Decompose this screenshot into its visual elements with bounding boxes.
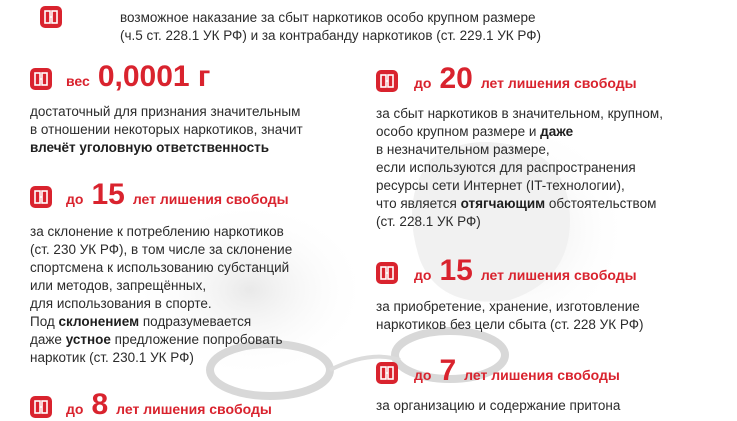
left-block2-line-1: за склонение к потреблению наркотиков (30, 224, 284, 239)
law-emblem-icon (376, 70, 398, 92)
right-block3-suffix: лет лишения свободы (464, 367, 620, 383)
left-block2-heading (66, 180, 289, 210)
left-block2-prefix: до (66, 191, 84, 207)
right-block1-line-1: за сбыт наркотиков в значительном, крупном, (376, 106, 663, 121)
right-block1-suffix: лет лишения свободы (480, 75, 637, 91)
left-block2-line-2: (ст. 230 УК РФ), в том числе за склонение (30, 242, 293, 257)
left-block2-line-3: спортсмена к использованию субстанций (30, 260, 290, 275)
right-block2-value: 15 (439, 254, 473, 287)
law-emblem-icon (30, 186, 52, 208)
right-block1-prefix: до (414, 75, 432, 91)
right-block2-prefix: до (414, 267, 432, 283)
left-block2-line-8: наркотик (ст. 230.1 УК РФ) (30, 350, 194, 365)
law-emblem-icon (376, 362, 398, 384)
right-block2-heading (414, 256, 637, 286)
right-block3-prefix: до (414, 367, 432, 383)
law-emblem-icon (376, 262, 398, 284)
top-text-line-1: возможное наказание за сбыт наркотиков особо крупном размере (120, 10, 536, 25)
left-block2-line-4: или методов, запрещённых, (30, 278, 207, 293)
left-block1-bold-line: влечёт уголовную ответственность (30, 140, 270, 155)
left-block3-heading (66, 390, 272, 420)
right-block1-line-2: особо крупном размере и даже (376, 124, 574, 139)
right-block3-line-1: за организацию и содержание притона (376, 398, 621, 413)
right-block3-value: 7 (439, 354, 457, 387)
left-block2-line-5: для использования в спорте. (30, 296, 212, 311)
right-block2-line-1: за приобретение, хранение, изготовление (376, 299, 640, 314)
right-block1-line-4: если используются для распространения (376, 160, 636, 175)
law-emblem-icon (40, 6, 62, 28)
left-block3-value: 8 (91, 388, 109, 421)
right-block1-line-3: в незначительном размере, (376, 142, 550, 157)
left-block3-suffix: лет лишения свободы (116, 401, 272, 417)
right-block1-line-5: ресурсы сети Интернет (IT-технологии), (376, 178, 625, 193)
right-block2-suffix: лет лишения свободы (480, 267, 637, 283)
left-block1-heading (66, 62, 210, 92)
left-block1-value: 0,0001 г (97, 60, 211, 93)
left-block1-prefix: вес (66, 73, 90, 89)
left-block2-suffix: лет лишения свободы (132, 191, 289, 207)
right-block3-heading (414, 356, 620, 386)
left-block2-line-6: Под склонением подразумевается (30, 314, 252, 329)
top-text-line-2: (ч.5 ст. 228.1 УК РФ) и за контрабанду наркотиков (ст. 229.1 УК РФ) (120, 28, 542, 43)
right-block1-value: 20 (439, 62, 473, 95)
law-emblem-icon (30, 68, 52, 90)
left-block3-prefix: до (66, 401, 84, 417)
right-block1-line-6: что является отягчающим обстоятельством (376, 196, 657, 211)
left-block2-line-7: даже устное предложение попробовать (30, 332, 283, 347)
left-block1-line-1: достаточный для признания значительным (30, 104, 301, 119)
right-block2-line-2: наркотиков без цели сбыта (ст. 228 УК РФ) (376, 317, 644, 332)
left-block1-line-2: в отношении некоторых наркотиков, значит (30, 122, 303, 137)
right-block1-line-7: (ст. 228.1 УК РФ) (376, 214, 481, 229)
right-block1-heading (414, 64, 637, 94)
left-block2-value: 15 (91, 178, 125, 211)
